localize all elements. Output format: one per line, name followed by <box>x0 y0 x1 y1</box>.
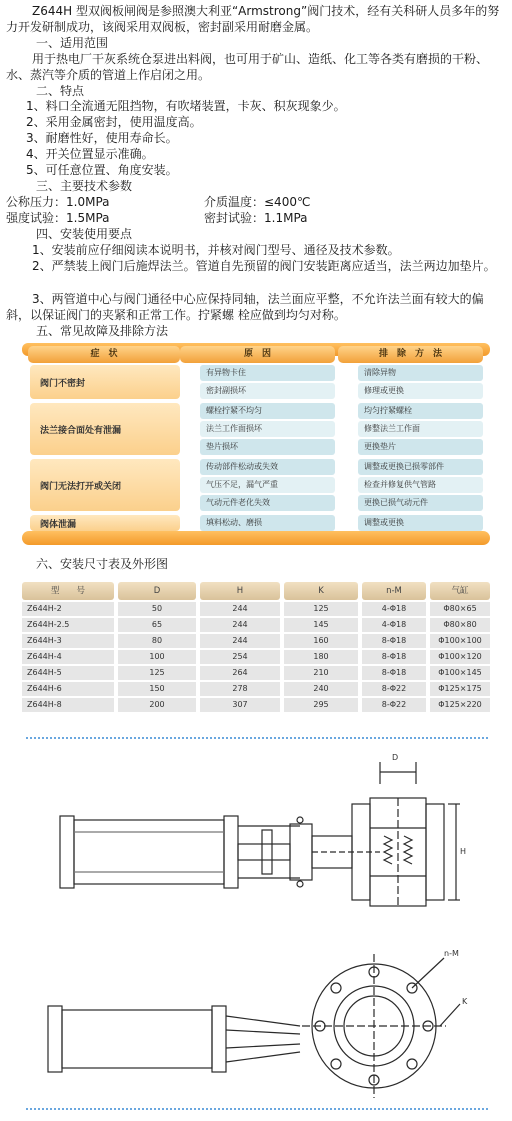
fault-table <box>22 343 490 539</box>
feature-2: 2、采用金属密封，使用温度高。 <box>26 115 202 129</box>
dim-d: 65 <box>118 618 196 632</box>
fault-header-cause: 原 因 <box>180 346 335 363</box>
dim-model: Z644H-3 <box>22 634 114 648</box>
dim-header-nm: n-M <box>362 582 426 600</box>
dim-nm: 4-Φ18 <box>362 602 426 616</box>
fault-symptom: 法兰接合面处有泄漏 <box>30 403 180 455</box>
fault-remedy: 清除异物 <box>358 365 483 381</box>
fault-cause: 传动部件松动或失效 <box>200 459 335 475</box>
fault-remedy: 修整法兰工作面 <box>358 421 483 437</box>
dim-model: Z644H-5 <box>22 666 114 680</box>
dim-h: 264 <box>200 666 280 680</box>
fault-remedy: 检查并修复供气管路 <box>358 477 483 493</box>
section-4-title: 四、安装使用要点 <box>36 227 133 241</box>
label-h: H <box>460 847 467 856</box>
fault-cause: 有异物卡住 <box>200 365 335 381</box>
dim-h: 254 <box>200 650 280 664</box>
dim-d: 80 <box>118 634 196 648</box>
install-3: 3、两管道中心与阀门通径中心应保持同轴，法兰面应平整，不允许法兰面有较大的偏斜，以保证阀门的夹紧和正常工作。拧紧螺 栓应做到均匀对称。 <box>6 292 484 322</box>
dim-k: 125 <box>284 602 358 616</box>
fault-symptom: 阀门不密封 <box>30 365 180 399</box>
fault-remedy: 调整或更换 <box>358 515 483 531</box>
dim-cylinder: Φ125×175 <box>430 682 490 696</box>
label-nm: n-M <box>444 949 459 958</box>
dim-d: 200 <box>118 698 196 712</box>
dim-h: 244 <box>200 634 280 648</box>
install-2: 2、严禁装上阀门后施焊法兰。管道自先预留的阀门安装距离应适当，法兰两边加垫片。 <box>32 259 496 273</box>
dim-k: 295 <box>284 698 358 712</box>
fault-cause: 气动元件老化失效 <box>200 495 335 511</box>
section-6-title: 六、安装尺寸表及外形图 <box>36 557 169 571</box>
fault-cause: 密封副损坏 <box>200 383 335 399</box>
label-d: D <box>392 753 399 762</box>
dim-nm: 4-Φ18 <box>362 618 426 632</box>
fault-remedy: 更换垫片 <box>358 439 483 455</box>
section-3-title: 三、主要技术参数 <box>36 179 133 193</box>
dim-model: Z644H-2 <box>22 602 114 616</box>
dim-h: 307 <box>200 698 280 712</box>
dim-header-k: K <box>284 582 358 600</box>
dim-d: 100 <box>118 650 196 664</box>
dim-nm: 8-Φ22 <box>362 698 426 712</box>
dim-h: 244 <box>200 602 280 616</box>
feature-4: 4、开关位置显示准确。 <box>26 147 154 161</box>
dim-cylinder: Φ125×220 <box>430 698 490 712</box>
section-2-title: 二、特点 <box>36 84 85 98</box>
section-1-title: 一、适用范围 <box>36 36 109 50</box>
dim-d: 50 <box>118 602 196 616</box>
section-5-title: 五、常见故障及排除方法 <box>36 324 169 338</box>
dim-header-d: D <box>118 582 196 600</box>
section-1-text: 用于热电厂干灰系统仓泵进出料阀，也可用于矿山、造纸、化工等各类有磨损的干粉、水、蒸汽等介质的管道上作启闭之用。 <box>6 52 489 82</box>
fault-remedy: 均匀拧紧螺栓 <box>358 403 483 419</box>
dim-nm: 8-Φ22 <box>362 682 426 696</box>
dim-cylinder: Φ100×145 <box>430 666 490 680</box>
dim-model: Z644H-4 <box>22 650 114 664</box>
feature-3: 3、耐磨性好，使用寿命长。 <box>26 131 178 145</box>
param-temperature: 介质温度：≤400℃ <box>204 195 311 209</box>
dim-model: Z644H-6 <box>22 682 114 696</box>
dim-cylinder: Φ80×65 <box>430 602 490 616</box>
dim-k: 240 <box>284 682 358 696</box>
dim-cylinder: Φ80×80 <box>430 618 490 632</box>
dim-h: 278 <box>200 682 280 696</box>
fault-remedy: 调整或更换已损零部件 <box>358 459 483 475</box>
feature-1: 1、料口全流通无阻挡物，有吹堵装置，卡灰、积灰现象少。 <box>26 99 346 113</box>
dim-header-cylinder: 气缸 <box>430 582 490 600</box>
fault-remedy: 更换已损气动元件 <box>358 495 483 511</box>
dim-header-model: 型 号 <box>22 582 114 600</box>
fault-header-remedy: 排 除 方 法 <box>338 346 483 363</box>
dim-nm: 8-Φ18 <box>362 666 426 680</box>
divider-dotted-bottom <box>26 1108 488 1110</box>
install-1: 1、安装前应仔细阅读本说明书，并核对阀门型号、通径及技术参数。 <box>32 243 400 257</box>
divider-dotted-top <box>26 737 488 739</box>
fault-header-symptom: 症 状 <box>28 346 180 363</box>
fault-cause: 气压不足，漏气严重 <box>200 477 335 493</box>
param-seal-test: 密封试验：1.1MPa <box>204 211 308 225</box>
fault-table-bottom-band <box>22 531 490 545</box>
dim-nm: 8-Φ18 <box>362 634 426 648</box>
dim-header-h: H <box>200 582 280 600</box>
intro-paragraph: Z644H 型双阀板闸阀是参照澳大利亚“Armstrong”阀门技术，经有关科研人员多年的努力开发研制成功，该阀采用双阀板，密封副采用耐磨金属。 <box>6 4 500 34</box>
fault-symptom: 阀体泄漏 <box>30 515 180 531</box>
dim-k: 160 <box>284 634 358 648</box>
fault-cause: 法兰工作面损坏 <box>200 421 335 437</box>
dim-h: 244 <box>200 618 280 632</box>
feature-5: 5、可任意位置、角度安装。 <box>26 163 178 177</box>
dim-k: 210 <box>284 666 358 680</box>
dim-nm: 8-Φ18 <box>362 650 426 664</box>
fault-cause: 垫片损坏 <box>200 439 335 455</box>
dim-model: Z644H-2.5 <box>22 618 114 632</box>
label-k: K <box>462 997 468 1006</box>
fault-cause: 螺栓拧紧不均匀 <box>200 403 335 419</box>
fault-remedy: 修理或更换 <box>358 383 483 399</box>
fault-symptom: 阀门无法打开或关闭 <box>30 459 180 511</box>
fault-cause: 填料松动、磨损 <box>200 515 335 531</box>
dim-d: 150 <box>118 682 196 696</box>
dim-d: 125 <box>118 666 196 680</box>
dim-model: Z644H-8 <box>22 698 114 712</box>
valve-outline-drawing <box>0 744 512 1106</box>
dim-k: 180 <box>284 650 358 664</box>
dim-cylinder: Φ100×100 <box>430 634 490 648</box>
param-strength-test: 强度试验：1.5MPa <box>6 211 110 225</box>
param-pressure: 公称压力：1.0MPa <box>6 195 110 209</box>
dim-cylinder: Φ100×120 <box>430 650 490 664</box>
dim-k: 145 <box>284 618 358 632</box>
